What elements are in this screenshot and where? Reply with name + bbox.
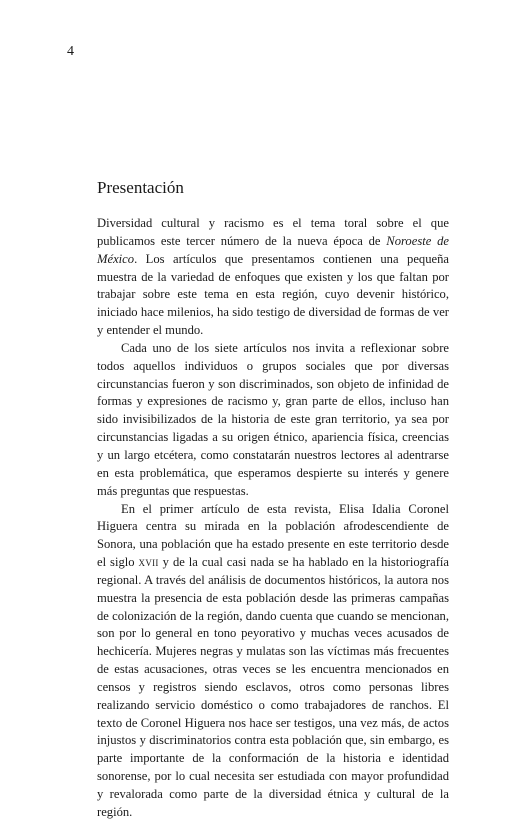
century-numeral: xvii bbox=[138, 555, 159, 570]
paragraph-3-text-start: En el primer artículo de esta revista, Elisa Idalia Coronel Higuera centra su mirada en la población afrodescendiente de Sonora, una población que ha estado presente en este territorio desde el siglo bbox=[97, 501, 449, 570]
journal-title: Noroeste de México bbox=[97, 233, 449, 266]
section-title: Presentación bbox=[97, 178, 184, 197]
paragraph-1-text-end: . Los artículos que presentamos contienen una pequeña muestra de la variedad de enfoques que existen y los que faltan por trabajar sobre este tema en esta región, cuyo devenir histórico, iniciado hace milenios, ha sido testigo de diversidad de formas de ver y entender el mundo. bbox=[97, 251, 449, 338]
paragraph-1-text-start: Diversidad cultural y racismo es el tema toral sobre el que publicamos este tercer número de la nueva época de bbox=[97, 216, 449, 248]
article-body bbox=[97, 215, 449, 822]
page-number: 4 bbox=[67, 44, 74, 59]
paragraph-1 bbox=[97, 215, 449, 340]
paragraph-3-text-end: y de la cual casi nada se ha hablado en la historiografía regional. A través del análisis de documentos históricos, la autora nos muestra la presencia de esta población desde las primeras campañas de colonización de la región, dando cuenta que cuando se mencionan, son por lo general en tono peyorativo y muchas veces acusados de hechicería. Mujeres negras y mulatas son las víctimas más frecuentes de estas acusaciones, otras veces se les encuentra mencionados en censos y registros siendo esclavos, otros como personas libres realizando servicio doméstico o como trabajadores de ranchos. El texto de Coronel Higuera nos hace ser testigos, una vez más, de actos injustos y discriminatorios contra esta población que, sin embargo, es parte importante de la conformación de la historia e identidad sonorense, por lo cual necesita ser estudiada con mayor profundidad y revalorada como parte de la diversidad étnica y cultural de la región. bbox=[97, 555, 449, 819]
paragraph-2: Cada uno de los siete artículos nos invita a reflexionar sobre todos aquellos individuos o grupos sociales que por diversas circunstancias fueron y son discriminados, son objeto de infinidad de formas y expresiones de racismo y, gran parte de ellos, incluso han sido invisibilizados de la historia de este gran territorio, ya sea por circunstancias ligadas a su origen étnico, apariencia física, creencias y un largo etcétera, como constatarán nuestros lectores al adentrarse en esta problemática, que esperamos despierte su interés y genere más preguntas que respuestas. bbox=[97, 340, 449, 498]
paragraph-3 bbox=[97, 501, 449, 822]
